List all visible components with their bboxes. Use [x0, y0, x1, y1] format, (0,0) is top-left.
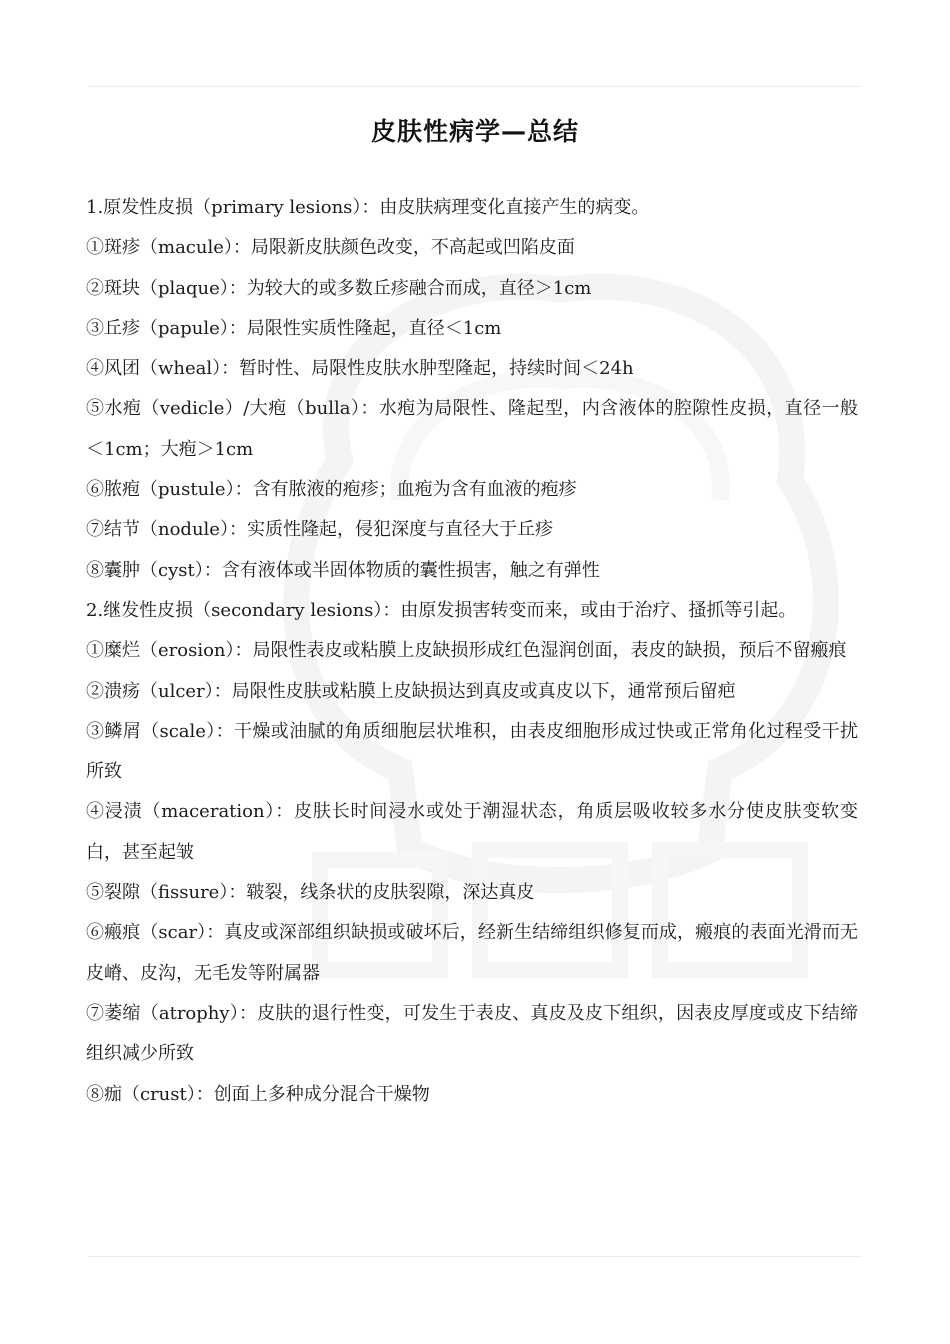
list-item: ②斑块（plaque）：为较大的或多数丘疹融合而成，直径＞1cm — [86, 277, 592, 299]
list-item: ④风团（wheal）：暂时性、局限性皮肤水肿型隆起，持续时间＜24h — [86, 358, 634, 380]
page-title: 皮肤性病学—总结 — [370, 117, 579, 146]
list-item: ⑤水疱（vedicle）/大疱（bulla）：水疱为局限性、隆起型，内含液体的腔隙性皮损，直径一般＜1cm；大疱＞1cm — [86, 398, 858, 460]
list-item: ⑧囊肿（cyst）：含有液体或半固体物质的囊性损害，触之有弹性 — [86, 559, 600, 581]
list-item: ⑥瘢痕（scar）：真皮或深部组织缺损或破坏后，经新生结缔组织修复而成，瘢痕的表面光滑而无皮嵴、皮沟，无毛发等附属器 — [86, 922, 858, 984]
list-item: ⑦萎缩（atrophy）：皮肤的退行性变，可发生于表皮、真皮及皮下组织，因表皮厚度或皮下结缔组织减少所致 — [86, 1002, 858, 1065]
header-divider — [88, 86, 862, 87]
list-item: ③鳞屑（scale）：干燥或油腻的角质细胞层状堆积，由表皮细胞形成过快或正常角化过程受干扰所致 — [86, 720, 858, 783]
list-item: ⑥脓疱（pustule）：含有脓液的疱疹；血疱为含有血液的疱疹 — [86, 479, 577, 501]
list-item: ①斑疹（macule）：局限新皮肤颜色改变，不高起或凹陷皮面 — [86, 237, 575, 259]
list-item: ③丘疹（papule）：局限性实质性隆起，直径＜1cm — [86, 317, 502, 339]
list-item: ①糜烂（erosion）：局限性表皮或粘膜上皮缺损形成红色湿润创面，表皮的缺损，预后不留瘢痕 — [86, 640, 847, 662]
list-item: ⑦结节（nodule）：实质性隆起，侵犯深度与直径大于丘疹 — [86, 519, 553, 541]
list-item: ④浸渍（maceration）：皮肤长时间浸水或处于潮湿状态，角质层吸收较多水分使皮肤变软变白，甚至起皱 — [86, 801, 858, 863]
list-item: ⑤裂隙（fissure）：皲裂，线条状的皮肤裂隙，深达真皮 — [86, 882, 535, 904]
list-item: ②溃疡（ulcer）：局限性皮肤或粘膜上皮缺损达到真皮或真皮以下，通常预后留疤 — [86, 680, 736, 702]
section-heading-secondary: 2.继发性皮损（secondary lesions）：由原发损害转变而来，或由于治疗、搔抓等引起。 — [86, 599, 797, 621]
section-heading-primary: 1.原发性皮损（primary lesions）：由皮肤病理变化直接产生的病变。 — [86, 197, 650, 218]
footer-divider — [88, 1256, 862, 1257]
list-item: ⑧痂（crust）：创面上多种成分混合干燥物 — [86, 1083, 430, 1105]
document-body — [86, 188, 858, 1115]
